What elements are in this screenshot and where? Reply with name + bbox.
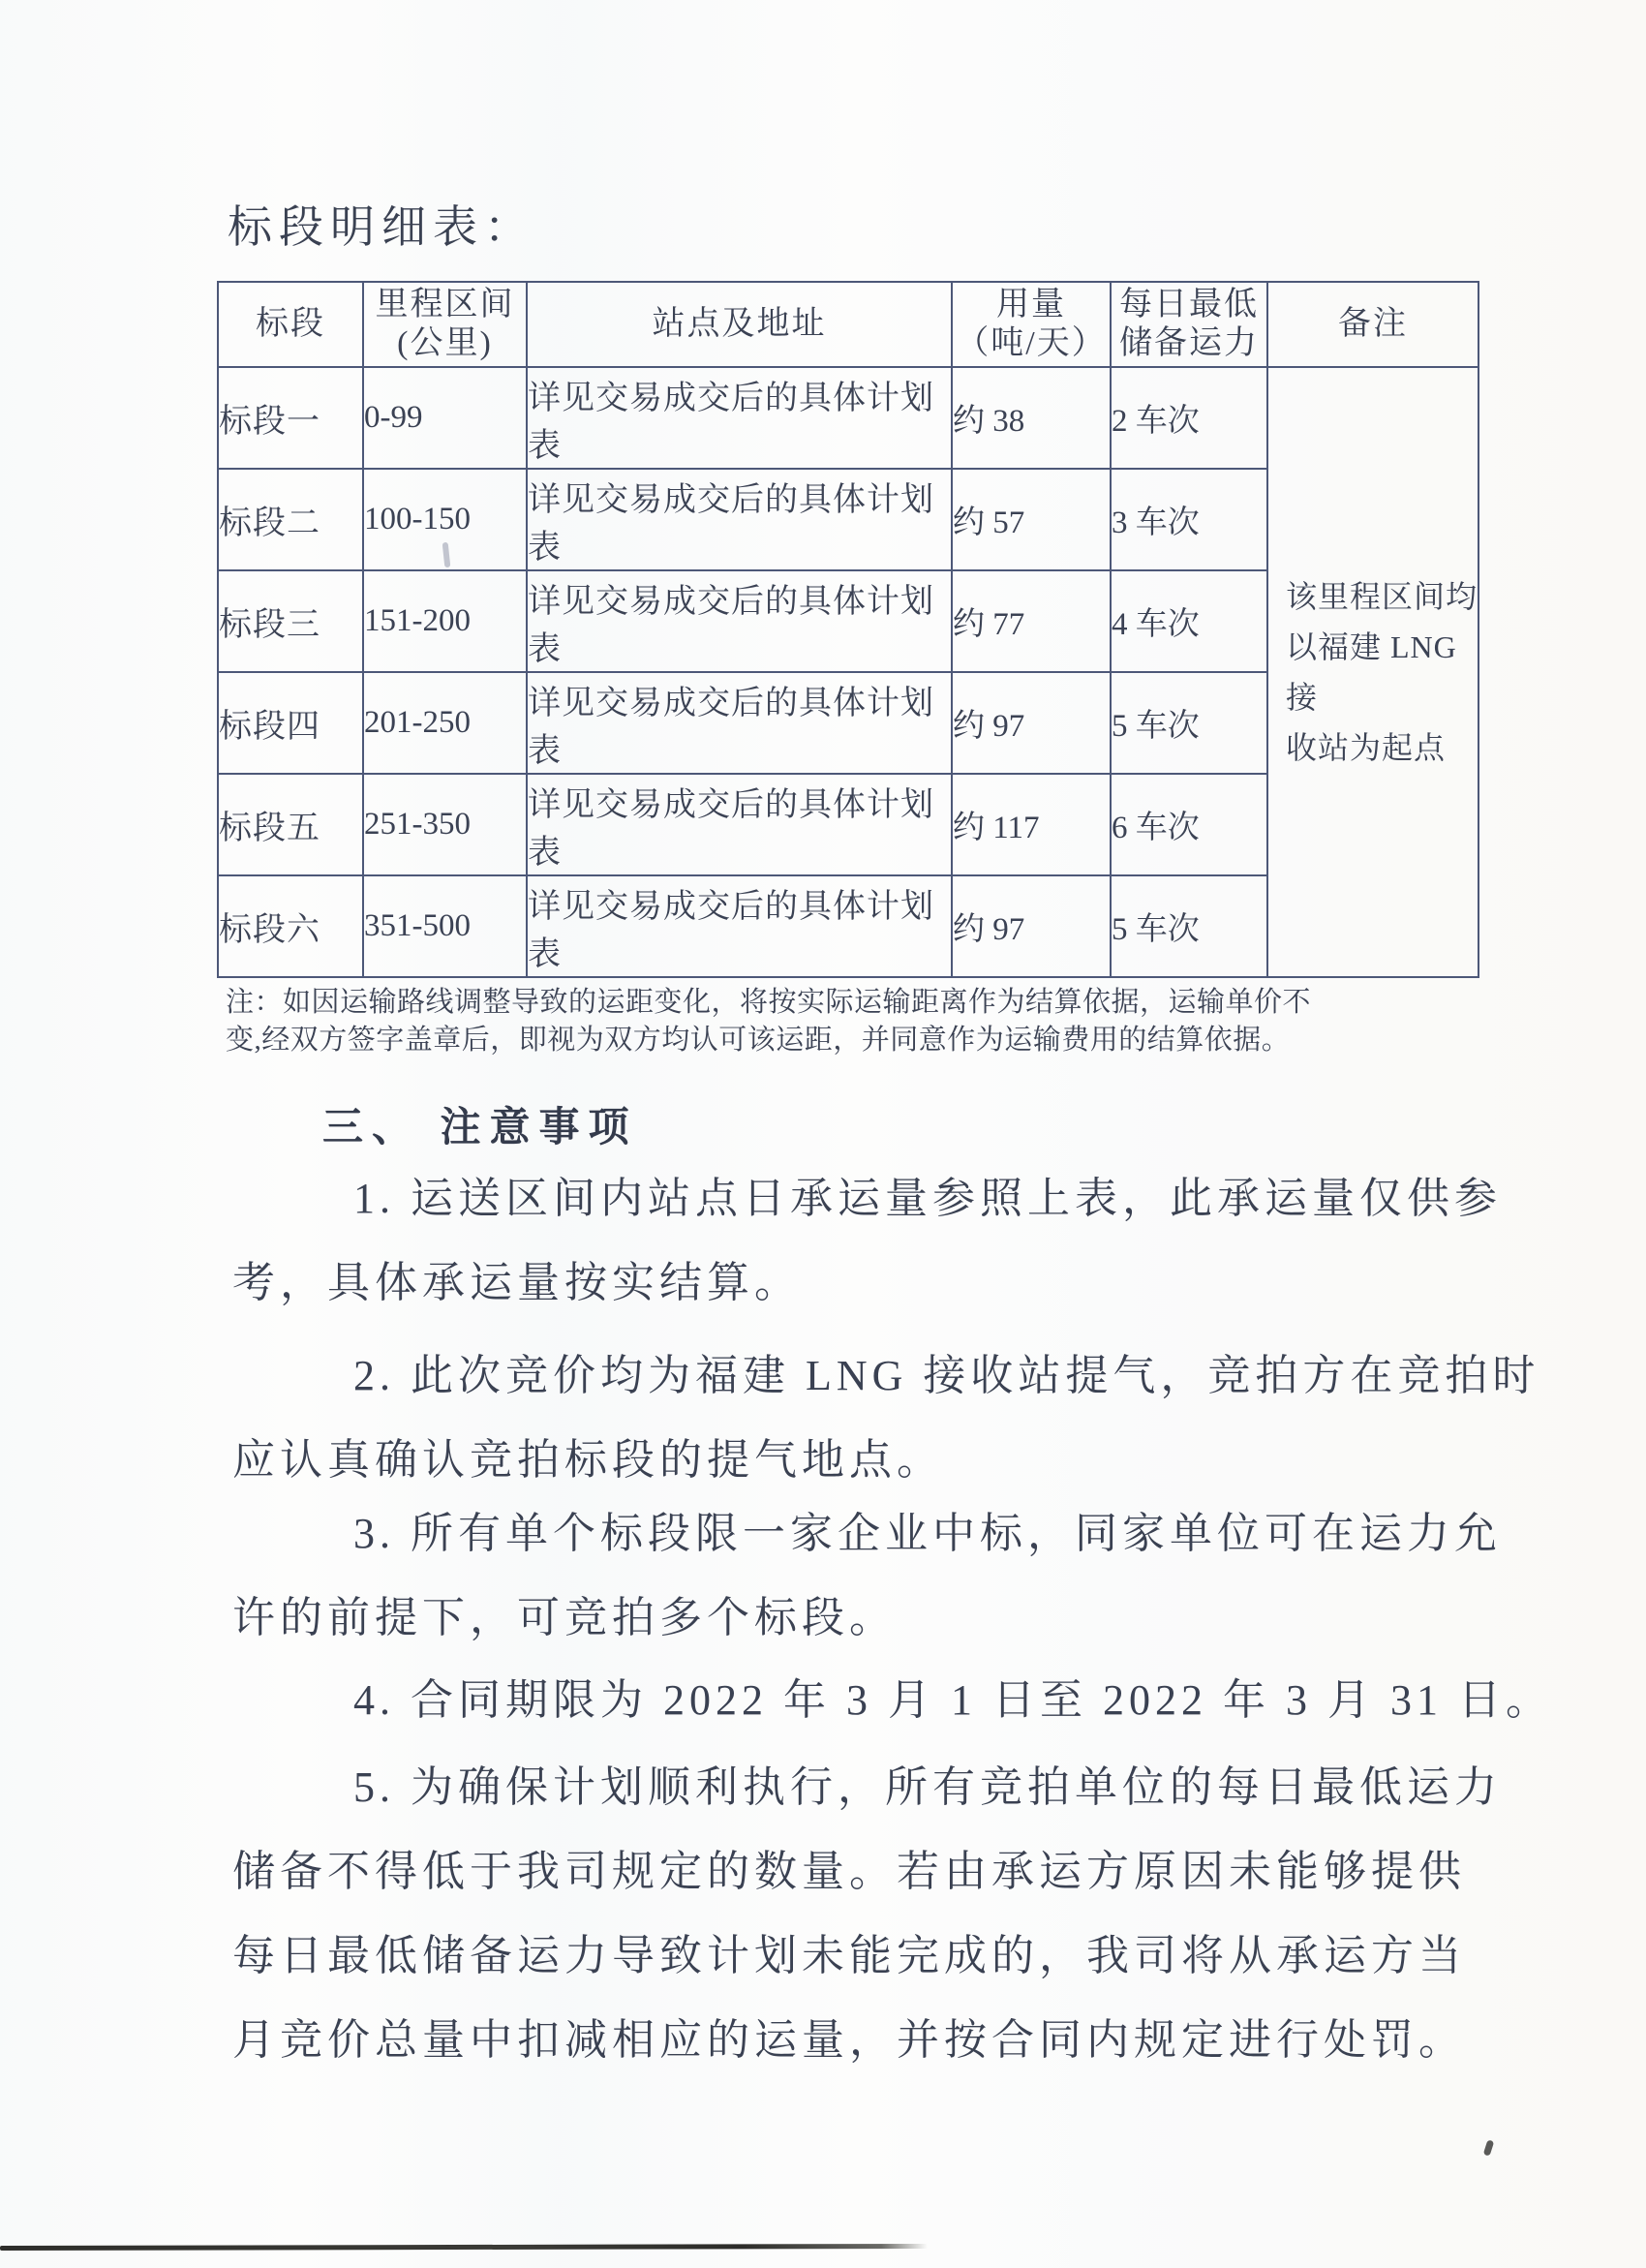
row2-section: 标段二: [218, 469, 363, 570]
row4-capacity: 5 车次: [1111, 672, 1267, 774]
header-usage: [952, 282, 1111, 367]
remark-line1: 该里程区间均: [1286, 579, 1478, 614]
row1-range: 0-99: [363, 367, 527, 469]
notice-item-3-line1: 3. 所有单个标段限一家企业中标，同家单位可在运力允: [353, 1510, 1502, 1557]
section-heading: 三、 注意事项: [322, 1106, 638, 1150]
row5-usage: 约 117: [952, 774, 1111, 875]
header-usage-line1: 用量: [996, 287, 1066, 322]
header-range: [363, 282, 527, 367]
row5-section: 标段五: [218, 774, 363, 875]
row1-capacity: 2 车次: [1111, 367, 1267, 469]
row2-station: 详见交易成交后的具体计划表: [527, 469, 952, 570]
header-remark: 备注: [1267, 282, 1478, 367]
row5-capacity: 6 车次: [1111, 774, 1267, 875]
notice-item-1-line1: 1. 运送区间内站点日承运量参照上表，此承运量仅供参: [353, 1175, 1502, 1222]
row6-section: 标段六: [218, 875, 363, 977]
notice-item-5: [232, 1745, 1502, 2082]
row6-station: 详见交易成交后的具体计划表: [527, 875, 952, 977]
row2-capacity: 3 车次: [1111, 469, 1267, 570]
notice-item-5-line3: 每日最低储备运力导致计划未能完成的，我司将从承运方当: [232, 1932, 1466, 1979]
row1-section: 标段一: [218, 367, 363, 469]
footnote-line2: 变,经双方签字盖章后，即视为双方均认可该运距，并同意作为运输费用的结算依据。: [226, 1025, 1291, 1056]
header-section: 标段: [218, 282, 363, 367]
notice-item-4: [232, 1658, 1553, 1742]
row3-range: 151-200: [363, 570, 527, 672]
row3-station: 详见交易成交后的具体计划表: [527, 570, 952, 672]
scan-speck-artifact: [1483, 2139, 1495, 2156]
row1-usage: 约 38: [952, 367, 1111, 469]
row4-usage: 约 97: [952, 672, 1111, 774]
page-title: 标段明细表：: [228, 202, 535, 252]
row1-station: 详见交易成交后的具体计划表: [527, 367, 952, 469]
row3-section: 标段三: [218, 570, 363, 672]
scan-edge-line: [0, 2244, 928, 2251]
table-row: [218, 367, 1478, 469]
remark-line3: 收站为起点: [1286, 730, 1447, 765]
header-range-line1: 里程区间: [375, 287, 515, 322]
notice-item-5-line4: 月竞价总量中扣减相应的运量，并按合同内规定进行处罚。: [232, 2016, 1466, 2064]
notice-item-1: [232, 1156, 1502, 1325]
header-capacity: [1111, 282, 1267, 367]
row4-station: 详见交易成交后的具体计划表: [527, 672, 952, 774]
bid-sections-table: [217, 281, 1479, 978]
header-capacity-line2: 储备运力: [1119, 325, 1259, 361]
notice-item-2: [232, 1333, 1540, 1502]
header-usage-line2: （吨/天）: [956, 325, 1107, 361]
notice-item-5-line1: 5. 为确保计划顺利执行，所有竞拍单位的每日最低运力: [353, 1763, 1502, 1811]
row2-range: 100-150: [363, 469, 527, 570]
notice-item-3-line2: 许的前提下，可竞拍多个标段。: [232, 1594, 897, 1641]
row6-range: 351-500: [363, 875, 527, 977]
row5-range: 251-350: [363, 774, 527, 875]
row6-usage: 约 97: [952, 875, 1111, 977]
header-range-line2: (公里): [397, 325, 493, 361]
footnote-line1: 注：如因运输路线调整导致的运距变化，将按实际运输距离作为结算依据，运输单价不: [226, 987, 1312, 1018]
row3-capacity: 4 车次: [1111, 570, 1267, 672]
row5-station: 详见交易成交后的具体计划表: [527, 774, 952, 875]
remark-merged-cell: [1267, 367, 1478, 977]
notice-item-2-line1: 2. 此次竞价均为福建 LNG 接收站提气，竞拍方在竞拍时: [353, 1352, 1540, 1399]
row6-capacity: 5 车次: [1111, 875, 1267, 977]
row4-range: 201-250: [363, 672, 527, 774]
row2-usage: 约 57: [952, 469, 1111, 570]
row4-section: 标段四: [218, 672, 363, 774]
notice-item-4-line1: 4. 合同期限为 2022 年 3 月 1 日至 2022 年 3 月 31 日。: [353, 1676, 1553, 1724]
table-header-row: [218, 282, 1478, 367]
table-footnote: [226, 984, 1504, 1059]
header-capacity-line1: 每日最低: [1119, 287, 1259, 322]
notice-item-2-line2: 应认真确认竞拍标段的提气地点。: [232, 1436, 944, 1484]
remark-line2: 以福建 LNG 接: [1286, 629, 1457, 715]
notice-item-3: [232, 1491, 1502, 1660]
notice-item-5-line2: 储备不得低于我司规定的数量。若由承运方原因未能够提供: [232, 1848, 1466, 1895]
header-station: 站点及地址: [527, 282, 952, 367]
row3-usage: 约 77: [952, 570, 1111, 672]
notice-item-1-line2: 考，具体承运量按实结算。: [232, 1259, 802, 1306]
